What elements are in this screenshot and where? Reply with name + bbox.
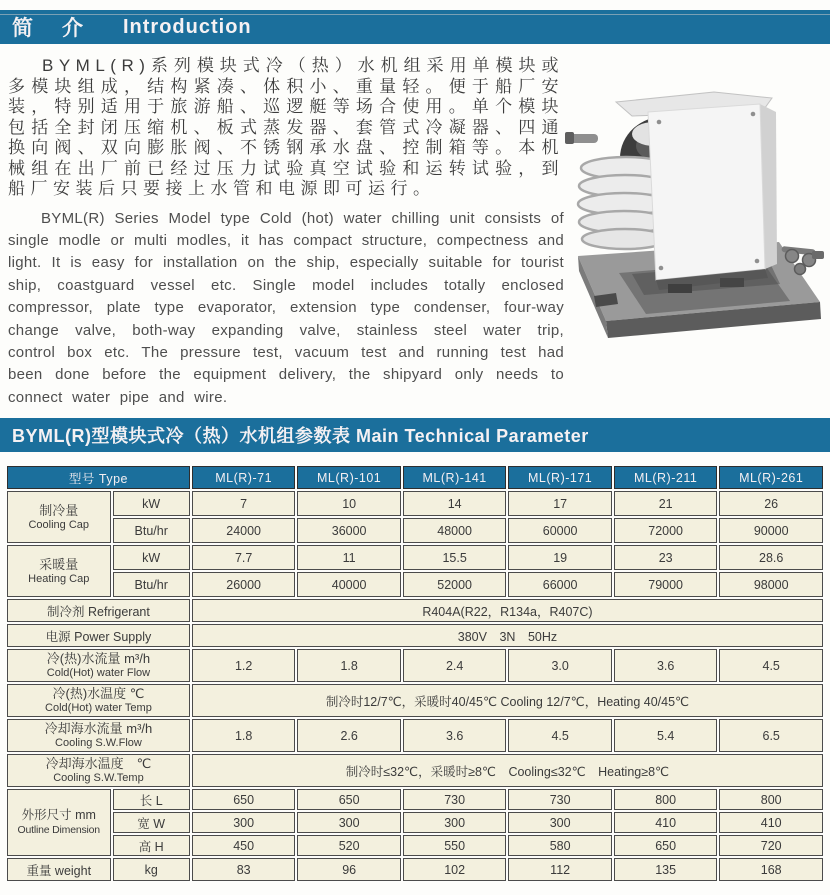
power-supply-row <box>7 624 823 647</box>
length-cell: 650 <box>192 789 296 810</box>
unit-cell: kW <box>113 545 190 570</box>
height-cell: 720 <box>719 835 823 856</box>
dimension-length-row <box>7 789 823 810</box>
weight-cell: 96 <box>297 858 401 881</box>
width-cell: 300 <box>403 812 507 833</box>
seawater-flow-cell: 3.6 <box>403 719 507 752</box>
model-header-cell: ML(R)-101 <box>297 466 401 489</box>
model-header-cell: ML(R)-141 <box>403 466 507 489</box>
seawater-temp-label-en: Cooling S.W.Temp <box>53 772 144 785</box>
chilling-unit-illustration <box>564 58 826 350</box>
length-cell: 730 <box>403 789 507 810</box>
heating-kw-cell: 11 <box>297 545 401 570</box>
power-label-cell: 电源 Power Supply <box>7 624 190 647</box>
heating-kw-row <box>7 545 823 570</box>
seawater-temp-value-cell: 制冷时≤32℃，采暖时≥8℃ Cooling≤32℃ Heating≥8℃ <box>192 754 823 787</box>
unit-cell: 高 H <box>113 835 190 856</box>
length-cell: 800 <box>614 789 718 810</box>
cooling-btu-cell: 36000 <box>297 518 401 543</box>
height-cell: 550 <box>403 835 507 856</box>
parameters-title: BYML(R)型模块式冷（热）水机组参数表 Main Technical Parameter <box>12 426 589 447</box>
type-header-cell: 型号 Type <box>7 466 190 489</box>
length-cell: 730 <box>508 789 612 810</box>
parameters-table <box>5 464 825 883</box>
water-temp-value-cell: 制冷时12/7℃，采暖时40/45℃ Cooling 12/7℃，Heating 40/45℃ <box>192 684 823 717</box>
cooling-kw-cell: 7 <box>192 491 296 516</box>
heating-label-cell <box>7 545 111 597</box>
seawater-temp-label-zh: 冷却海水温度 ℃ <box>45 756 152 772</box>
weight-cell: 83 <box>192 858 296 881</box>
heating-kw-cell: 7.7 <box>192 545 296 570</box>
seawater-flow-row <box>7 719 823 752</box>
weight-row <box>7 858 823 881</box>
cooling-btu-row <box>7 518 823 543</box>
intro-text-column <box>8 50 564 409</box>
water-flow-row <box>7 649 823 682</box>
width-cell: 300 <box>297 812 401 833</box>
height-cell: 650 <box>614 835 718 856</box>
cooling-btu-cell: 48000 <box>403 518 507 543</box>
height-cell: 450 <box>192 835 296 856</box>
model-header-cell: ML(R)-171 <box>508 466 612 489</box>
seawater-flow-cell: 2.6 <box>297 719 401 752</box>
heating-btu-cell: 98000 <box>719 572 823 597</box>
product-photo <box>564 58 826 409</box>
model-header-cell: ML(R)-211 <box>614 466 718 489</box>
width-cell: 410 <box>719 812 823 833</box>
height-cell: 580 <box>508 835 612 856</box>
water-flow-cell: 2.4 <box>403 649 507 682</box>
heating-btu-cell: 40000 <box>297 572 401 597</box>
weight-cell: 112 <box>508 858 612 881</box>
seawater-flow-cell: 1.8 <box>192 719 296 752</box>
weight-label-cell: 重量 weight <box>7 858 111 881</box>
length-cell: 800 <box>719 789 823 810</box>
intro-section-bar <box>0 10 830 44</box>
dimension-label-cell <box>7 789 111 856</box>
intro-image-column <box>564 50 826 409</box>
unit-cell: kW <box>113 491 190 516</box>
cooling-kw-cell: 10 <box>297 491 401 516</box>
intro-content <box>0 44 830 409</box>
cooling-kw-cell: 14 <box>403 491 507 516</box>
parameters-section-bar <box>0 418 830 452</box>
width-cell: 300 <box>508 812 612 833</box>
water-flow-cell: 1.8 <box>297 649 401 682</box>
intro-title-en: Introduction <box>123 15 252 38</box>
heating-kw-cell: 23 <box>614 545 718 570</box>
length-cell: 650 <box>297 789 401 810</box>
weight-cell: 102 <box>403 858 507 881</box>
cooling-kw-cell: 17 <box>508 491 612 516</box>
heating-kw-cell: 19 <box>508 545 612 570</box>
water-temp-label-en: Cold(Hot) water Temp <box>45 702 152 715</box>
table-header-row <box>7 466 823 489</box>
water-flow-cell: 1.2 <box>192 649 296 682</box>
unit-cell: Btu/hr <box>113 572 190 597</box>
seawater-flow-cell: 5.4 <box>614 719 718 752</box>
dimension-height-row <box>7 835 823 856</box>
cooling-kw-cell: 26 <box>719 491 823 516</box>
intro-paragraph-zh: BYML(R)系列模块式冷（热）水机组采用单模块或多模块组成，结构紧凑、体积小、重量轻。便于船厂安装，特别适用于旅游船、巡逻艇等场合使用。单个模块包括全封闭压缩机、板式蒸发器、套管式冷凝器、四通换向阀、双向膨胀阀、不锈钢承水盘、控制箱等。本机械组在出厂前已经过压力试验真空试验和运转试验，到船厂安装后只要接上水管和电源即可运行。 <box>8 56 564 198</box>
dimension-width-row <box>7 812 823 833</box>
height-cell: 520 <box>297 835 401 856</box>
scan-edge-line <box>0 14 830 15</box>
unit-cell: 长 L <box>113 789 190 810</box>
cooling-btu-cell: 60000 <box>508 518 612 543</box>
water-flow-label-cell <box>7 649 190 682</box>
water-flow-cell: 3.6 <box>614 649 718 682</box>
power-value-cell: 380V 3N 50Hz <box>192 624 823 647</box>
refrigerant-row <box>7 599 823 622</box>
dimension-label-en: Outline Dimension <box>17 824 100 837</box>
heating-label-en: Heating Cap <box>28 572 90 585</box>
intro-title-zh: 简 介 <box>12 17 87 40</box>
water-flow-label-zh: 冷(热)水流量 m³/h <box>46 651 151 667</box>
seawater-temp-label-cell <box>7 754 190 787</box>
heating-btu-cell: 66000 <box>508 572 612 597</box>
intro-paragraph-en: BYML(R) Series Model type Cold (hot) water chilling unit consists of single modle or multi modles, it has compact structure, compectness and light. It is easy for installation on the ship, especially suitable for tourist ship, coastguard vessel etc. Single model includes totally enclosed compressor, plate type evaporator, extension type condenser, four-way change valve, both-way expanding valve, stainless steel water trip, control box etc. The pressure test, vacuum test and running test had been done before the equipment delivery, the shipyard only needs to connect water pipe and wire. <box>8 209 564 406</box>
water-temp-label-zh: 冷(热)水温度 ℃ <box>52 686 145 702</box>
model-header-cell: ML(R)-71 <box>192 466 296 489</box>
heating-btu-row <box>7 572 823 597</box>
heating-label-zh: 采暖量 <box>39 556 79 572</box>
cooling-btu-cell: 24000 <box>192 518 296 543</box>
seawater-flow-label-en: Cooling S.W.Flow <box>55 737 142 750</box>
heating-kw-cell: 15.5 <box>403 545 507 570</box>
cooling-kw-cell: 21 <box>614 491 718 516</box>
heating-kw-cell: 28.6 <box>719 545 823 570</box>
seawater-temp-row <box>7 754 823 787</box>
width-cell: 300 <box>192 812 296 833</box>
weight-cell: 168 <box>719 858 823 881</box>
water-flow-label-en: Cold(Hot) water Flow <box>46 667 151 680</box>
width-cell: 410 <box>614 812 718 833</box>
cooling-label-cell <box>7 491 111 543</box>
unit-cell: 宽 W <box>113 812 190 833</box>
seawater-flow-label-cell <box>7 719 190 752</box>
model-header-cell: ML(R)-261 <box>719 466 823 489</box>
water-flow-cell: 4.5 <box>719 649 823 682</box>
cooling-label-en: Cooling Cap <box>28 518 90 531</box>
heating-btu-cell: 26000 <box>192 572 296 597</box>
water-temp-row <box>7 684 823 717</box>
refrigerant-label-cell: 制冷剂 Refrigerant <box>7 599 190 622</box>
weight-cell: 135 <box>614 858 718 881</box>
cooling-btu-cell: 90000 <box>719 518 823 543</box>
cooling-label-zh: 制冷量 <box>39 502 79 518</box>
heating-btu-cell: 79000 <box>614 572 718 597</box>
water-temp-label-cell <box>7 684 190 717</box>
seawater-flow-label-zh: 冷却海水流量 m³/h <box>44 721 153 737</box>
seawater-flow-cell: 6.5 <box>719 719 823 752</box>
heating-btu-cell: 52000 <box>403 572 507 597</box>
cooling-kw-row <box>7 491 823 516</box>
water-flow-cell: 3.0 <box>508 649 612 682</box>
unit-cell: kg <box>113 858 190 881</box>
dimension-label-zh: 外形尺寸 mm <box>21 808 96 823</box>
cooling-btu-cell: 72000 <box>614 518 718 543</box>
seawater-flow-cell: 4.5 <box>508 719 612 752</box>
refrigerant-value-cell: R404A(R22，R134a，R407C) <box>192 599 823 622</box>
unit-cell: Btu/hr <box>113 518 190 543</box>
